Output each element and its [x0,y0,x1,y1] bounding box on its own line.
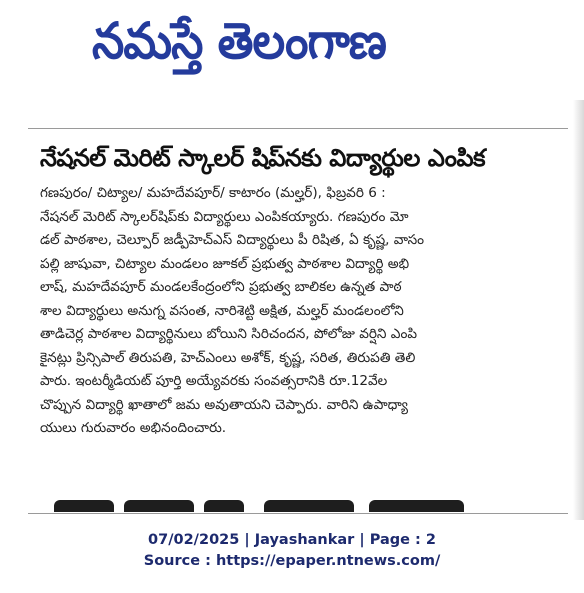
footer [0,530,584,572]
body-line: కైనట్లు ప్రిన్సిపాల్ తిరుపతి, హెచ్ఎంలు అశోక్, కృష్ణ, సరిత, తిరుపతి తెలి [40,349,416,366]
cropped-next-headline [54,494,474,512]
newspaper-logo: నమస్తే తెలంగాణ [92,12,386,70]
body-line: పల్లి జాషువా, చిట్యాల మండలం జూకల్ ప్రభుత్వ పాఠశాల విద్యార్థి అభి [40,255,410,272]
body-line: డల్ పాఠశాల, చెల్పూర్ జడ్పీహెచ్ఎస్ విద్యార్థులు పీ రిషిత, ఏ కృష్ణ, వాసం [40,232,425,248]
bottom-divider [28,513,568,514]
footer-source[interactable]: Source : https://epaper.ntnews.com/ [143,553,441,569]
masthead [0,0,584,100]
top-divider [28,128,568,129]
body-line: శాల విద్యార్థులు అనుగ్న వసంత, నారిశెట్టి అక్షిత, మల్హర్ మండలంలోని [40,302,404,319]
article-headline: నేషనల్ మెరిట్ స్కాలర్ షిప్‌నకు విద్యార్థుల ఎంపిక [40,144,486,172]
body-line: పారు. ఇంటర్మీడియట్ పూర్తి అయ్యేవరకు సంవత్సరానికి రూ.12వేల [40,373,388,389]
body-line: లాష్, మహదేవపూర్ మండలకేంద్రంలోని ప్రభుత్వ బాలికల ఉన్నత పాఠ [40,279,402,295]
body-line: యులు గురువారం అభినందించారు. [40,420,227,436]
article-body [40,182,566,482]
body-line: నేషనల్ మెరిట్ స్కాలర్‌షిప్‌కు విద్యార్థులు ఎంపికయ్యారు. గణపురం మో [40,208,409,225]
body-line: చొప్పున విద్యార్థి ఖాతాలో జమ అవుతాయని చెప్పారు. వారిని ఉపాధ్యా [40,396,408,413]
body-line: తాడిచెర్ల పాఠశాల విద్యార్థినులు బోయిని సిరిచందన, పోలోజు వర్షిని ఎంపి [40,326,418,342]
body-line: గణపురం/ చిట్యాల/ మహదేవపూర్/ కాటారం (మల్హర్), ఫిబ్రవరి 6 : [40,185,386,201]
page-edge-shadow [573,100,584,520]
footer-meta: 07/02/2025 | Jayashankar | Page : 2 [148,532,436,548]
